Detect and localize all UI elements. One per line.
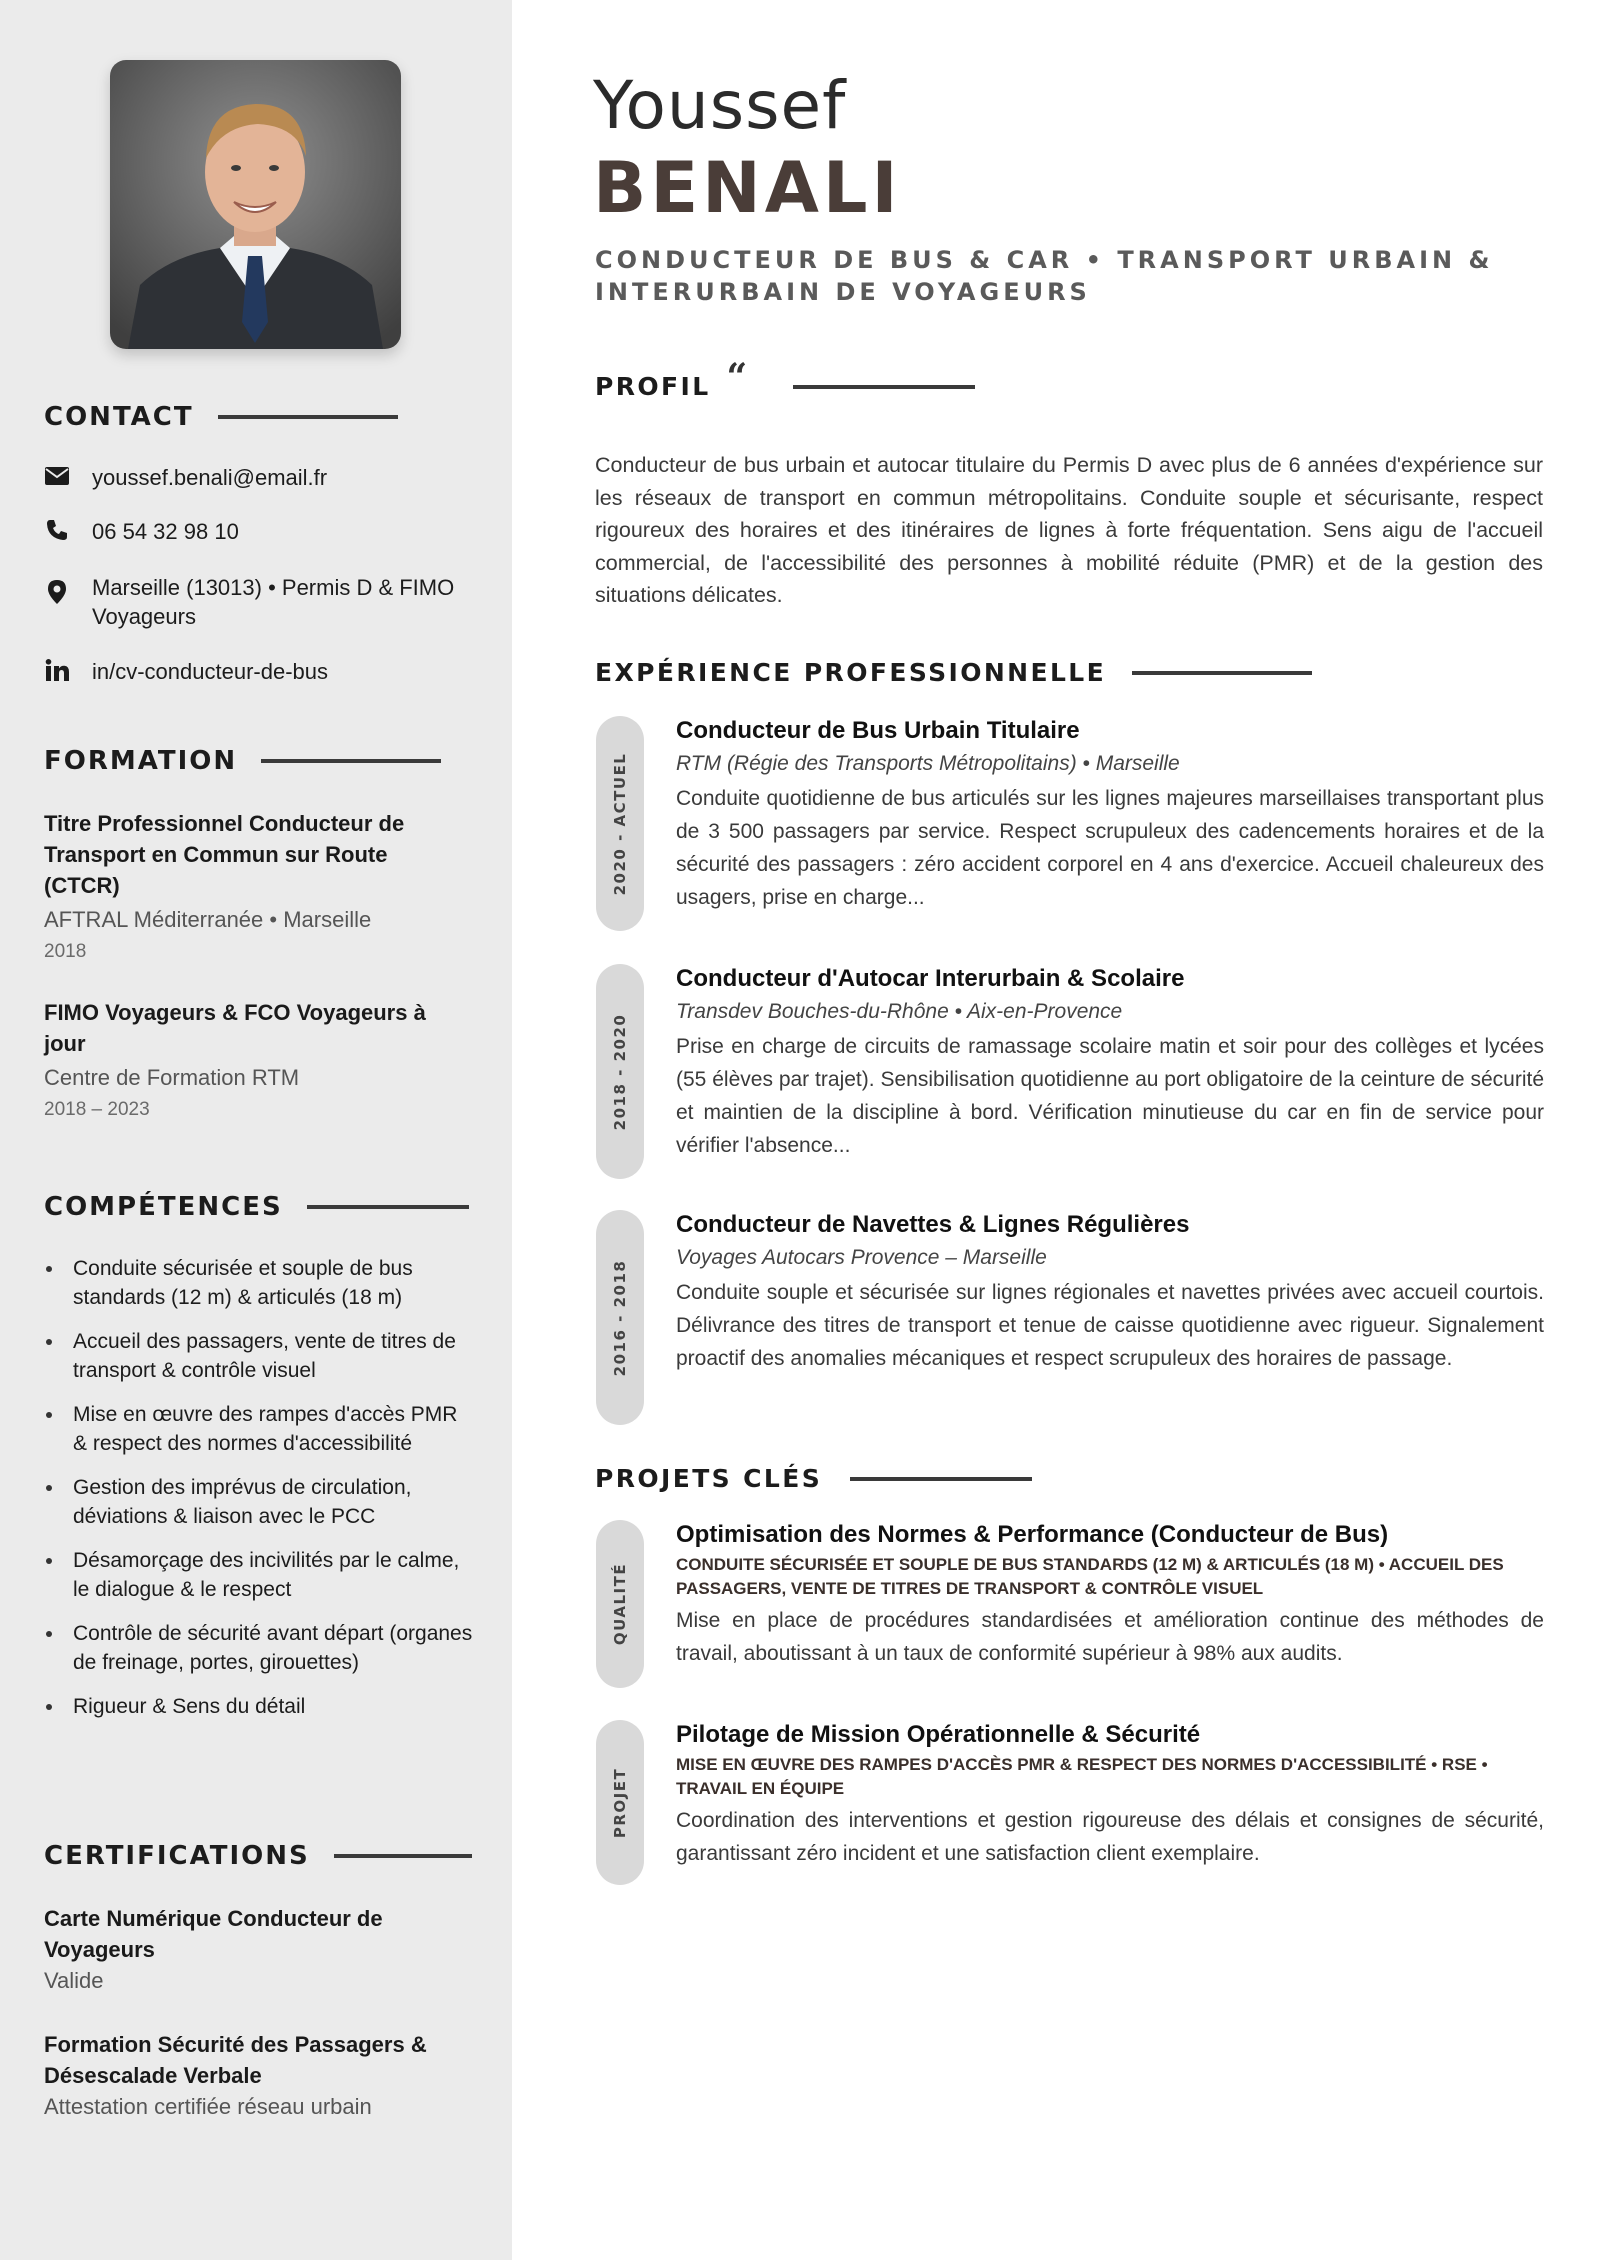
period-pill: [596, 1210, 644, 1425]
experience-description: Conduite souple et sécurisée sur lignes régionales et navettes privées avec accueil courtois. Délivrance des titres de transport et tenue de caisse quotidienne avec rigueur. Signalement proactif des anomalies mécaniques et respect scrupuleux des horaires de passage.: [676, 1281, 1544, 1370]
project-keywords: CONDUITE SÉCURISÉE ET SOUPLE DE BUS STANDARDS (12 M) & ARTICULÉS (18 M) • ACCUEIL DES PASSAGERS, VENTE DE TITRES DE TRANSPORT & CONTRÔLE VISUEL: [676, 1555, 1504, 1598]
formation-item: [44, 808, 464, 966]
certification-item: [44, 2029, 474, 2122]
projets-heading-text: PROJETS CLÉS: [595, 1464, 823, 1493]
profil-heading: [595, 355, 975, 401]
formation-school: AFTRAL Méditerranée • Marseille: [44, 907, 372, 932]
profile-summary: Conducteur de bus urbain et autocar titulaire du Permis D avec plus de 6 années d'expérience sur les réseaux de transport en commun métropolitains. Conduite souple et sécurisante, respect rigoureux des horaires et des itinéraires de lignes à forte fréquentation. Sens aigu de l'accueil commercial, de l'accessibilité des personnes à mobilité réduite (PMR) et de la gestion des situations délicates.: [595, 453, 1543, 608]
competences-heading-text: COMPÉTENCES: [44, 1192, 283, 1222]
certifications-heading-text: CERTIFICATIONS: [44, 1841, 310, 1871]
project-description: Mise en place de procédures standardisées et amélioration continue des méthodes de travail, aboutissant à un taux de conformité supérieur à 98% aux audits.: [676, 1609, 1544, 1665]
formation-item: [44, 997, 464, 1124]
project-title: Pilotage de Mission Opérationnelle & Sécurité: [676, 1721, 1201, 1748]
experience-item: [676, 964, 1544, 1162]
profile-photo: [110, 60, 401, 349]
list-item: Conduite sécurisée et souple de bus standards (12 m) & articulés (18 m): [44, 1254, 474, 1312]
contact-phone[interactable]: [44, 517, 484, 546]
certification-title: Carte Numérique Conducteur de Voyageurs: [44, 1906, 383, 1962]
projets-heading: [595, 1464, 1032, 1493]
period-label: 2020 - ACTUEL: [611, 752, 629, 895]
list-item: Désamorçage des incivilités par le calme, le dialogue & le respect: [44, 1546, 474, 1604]
envelope-icon: [44, 463, 70, 489]
tag-label: QUALITÉ: [611, 1562, 629, 1646]
formation-date: 2018: [44, 941, 87, 962]
formation-heading: [44, 746, 441, 776]
project-keywords: MISE EN ŒUVRE DES RAMPES D'ACCÈS PMR & RESPECT DES NORMES D'ACCESSIBILITÉ • RSE • TRAVAIL EN ÉQUIPE: [676, 1755, 1488, 1798]
experience-item: [676, 1210, 1544, 1375]
list-item: Accueil des passagers, vente de titres de transport & contrôle visuel: [44, 1327, 474, 1385]
experience-company: RTM (Régie des Transports Métropolitains) • Marseille: [676, 752, 1180, 775]
linkedin-icon: [44, 657, 70, 683]
contact-heading-text: CONTACT: [44, 402, 194, 432]
list-item: Gestion des imprévus de circulation, déviations & liaison avec le PCC: [44, 1473, 474, 1531]
heading-rule: [1132, 671, 1312, 675]
formation-school: Centre de Formation RTM: [44, 1065, 300, 1090]
competences-heading: [44, 1192, 469, 1222]
first-name: Youssef: [593, 67, 847, 144]
period-pill: [596, 964, 644, 1179]
heading-rule: [218, 415, 398, 419]
contact-email-text: youssef.benali@email.fr: [92, 465, 328, 490]
heading-rule: [793, 385, 975, 389]
list-item: Contrôle de sécurité avant départ (organes de freinage, portes, girouettes): [44, 1619, 474, 1677]
experience-description: Prise en charge de circuits de ramassage scolaire matin et soir pour des collèges et lycées (55 élèves par trajet). Sensibilisation quotidienne au port obligatoire de la ceinture de sécurité et maintien de la discipline à bord. Vérification minutieuse du car en fin de service pour vérifier l'absence...: [676, 1035, 1544, 1157]
experience-heading: [595, 658, 1312, 687]
contact-email[interactable]: [44, 463, 484, 492]
heading-rule: [261, 759, 441, 763]
tag-pill: [596, 1720, 644, 1885]
job-headline: CONDUCTEUR DE BUS & CAR • TRANSPORT URBAIN & INTERURBAIN DE VOYAGEURS: [595, 246, 1494, 306]
period-label: 2018 - 2020: [611, 1013, 629, 1130]
formation-title: FIMO Voyageurs & FCO Voyageurs à jour: [44, 1000, 426, 1056]
list-item: Mise en œuvre des rampes d'accès PMR & respect des normes d'accessibilité: [44, 1400, 474, 1458]
heading-rule: [307, 1205, 469, 1209]
experience-title: Conducteur de Bus Urbain Titulaire: [676, 717, 1080, 744]
contact-location: [44, 573, 484, 631]
project-description: Coordination des interventions et gestion rigoureuse des délais et consignes de sécurité, garantissant zéro incident et une satisfaction client exemplaire.: [676, 1809, 1544, 1865]
period-label: 2016 - 2018: [611, 1259, 629, 1376]
certification-detail: Attestation certifiée réseau urbain: [44, 2094, 372, 2119]
experience-item: [676, 716, 1544, 914]
experience-description: Conduite quotidienne de bus articulés sur les lignes majeures marseillaises transportant plus de 3 500 passagers par service. Respect scrupuleux des cadencements horaires et de la sécurité des passagers : zéro accident corporel en 4 ans d'exercice. Accueil chaleureux des usagers, prise en charge...: [676, 787, 1544, 909]
certifications-heading: [44, 1841, 472, 1871]
list-item: Rigueur & Sens du détail: [44, 1692, 474, 1721]
formation-heading-text: FORMATION: [44, 746, 238, 776]
certification-title: Formation Sécurité des Passagers & Désescalade Verbale: [44, 2032, 427, 2088]
last-name: BENALI: [593, 147, 902, 229]
formation-title: Titre Professionnel Conducteur de Transport en Commun sur Route (CTCR): [44, 811, 405, 898]
heading-rule: [850, 1477, 1032, 1481]
formation-date: 2018 – 2023: [44, 1099, 150, 1120]
contact-heading: [44, 402, 398, 432]
contact-location-text: Marseille (13013) • Permis D & FIMO Voyageurs: [92, 575, 455, 629]
certification-item: [44, 1903, 474, 1996]
competences-list: [44, 1254, 474, 1736]
contact-phone-text: 06 54 32 98 10: [92, 519, 239, 544]
experience-company: Transdev Bouches-du-Rhône • Aix-en-Provence: [676, 1000, 1123, 1023]
experience-title: Conducteur d'Autocar Interurbain & Scolaire: [676, 965, 1185, 992]
sidebar: [0, 0, 512, 2260]
heading-rule: [334, 1854, 472, 1858]
phone-icon: [44, 517, 70, 543]
experience-heading-text: EXPÉRIENCE PROFESSIONNELLE: [595, 658, 1107, 687]
certification-detail: Valide: [44, 1968, 104, 1993]
contact-linkedin[interactable]: [44, 657, 484, 686]
experience-title: Conducteur de Navettes & Lignes Régulières: [676, 1211, 1190, 1238]
project-item: [676, 1520, 1544, 1670]
tag-pill: [596, 1520, 644, 1688]
project-item: [676, 1720, 1544, 1870]
contact-linkedin-text: in/cv-conducteur-de-bus: [92, 659, 329, 684]
project-title: Optimisation des Normes & Performance (Conducteur de Bus): [676, 1521, 1389, 1548]
profil-heading-text: PROFIL: [595, 372, 711, 401]
quote-icon: “: [726, 355, 748, 398]
experience-company: Voyages Autocars Provence – Marseille: [676, 1246, 1047, 1269]
period-pill: [596, 716, 644, 931]
location-pin-icon: [44, 579, 70, 605]
tag-label: PROJET: [611, 1767, 629, 1838]
